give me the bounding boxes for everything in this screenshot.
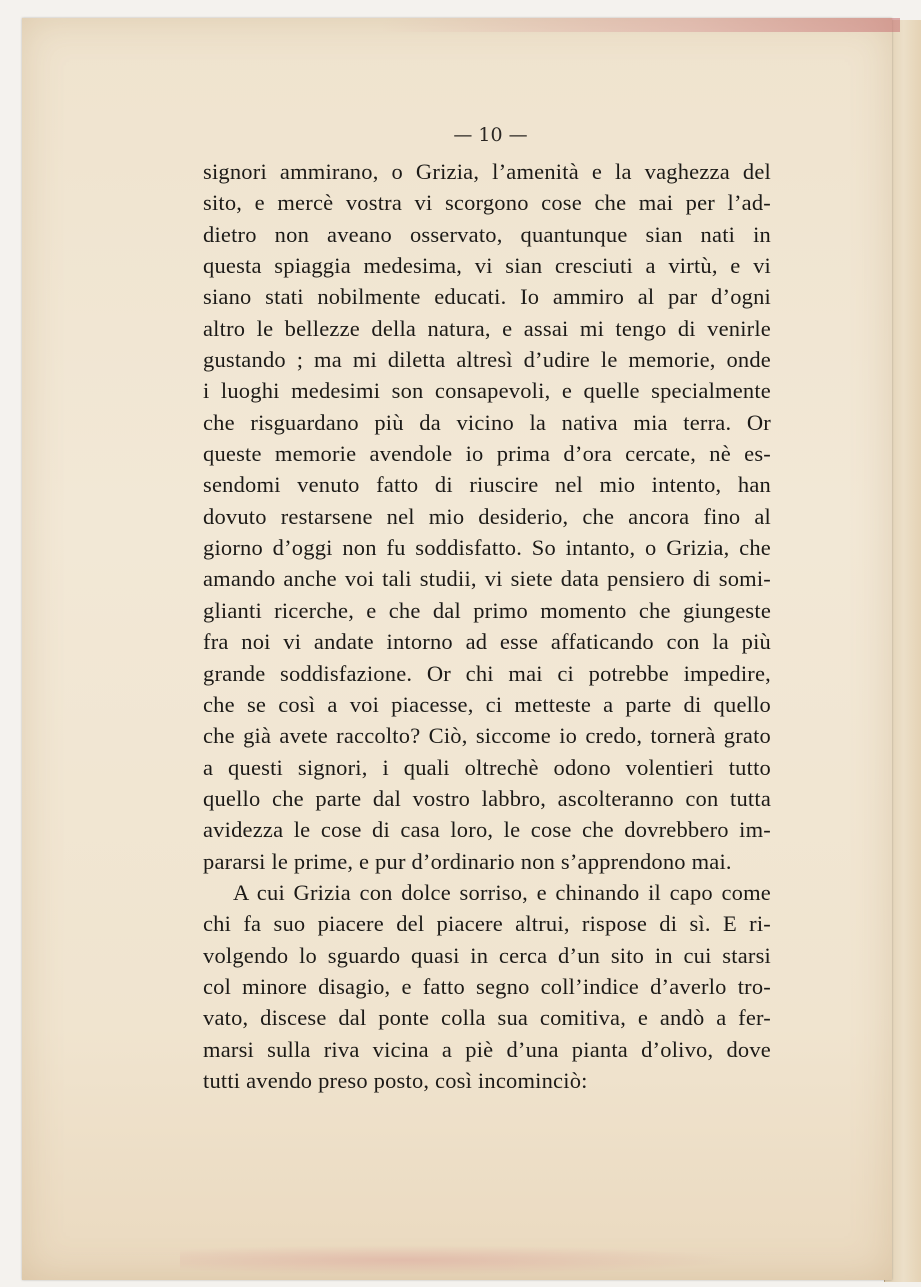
text-line: avidezza le cose di casa loro, le cose che dovrebbero im- — [203, 817, 771, 843]
text-line: giorno d’oggi non fu soddisfatto. So intanto, o Grizia, che — [203, 535, 771, 561]
text-line: grande soddisfazione. Or chi mai ci potrebbe impedire, — [203, 660, 771, 686]
text-line: volgendo lo sguardo quasi in cerca d’un sito in cui starsi — [203, 942, 771, 968]
text-line: che risguardano più da vicino la nativa mia terra. Or — [203, 409, 771, 435]
text-line: a questi signori, i quali oltrechè odono volentieri tutto — [203, 754, 771, 780]
text-line: queste memorie avendole io prima d’ora cercate, nè es- — [203, 441, 771, 467]
text-line: signori ammirano, o Grizia, l’amenità e la vaghezza del — [203, 159, 771, 184]
text-line: amando anche voi tali studii, vi siete data pensiero di somi- — [203, 566, 771, 592]
text-line: marsi sulla riva vicina a piè d’una pianta d’olivo, dove — [203, 1036, 771, 1062]
text-line: quello che parte dal vostro labbro, ascolteranno con tutta — [203, 785, 771, 811]
text-line: glianti ricerche, e che dal primo momento che giungeste — [203, 597, 771, 623]
text-line: pararsi le prime, e pur d’ordinario non s’apprendono mai. — [203, 848, 732, 874]
text-line: dovuto restarsene nel mio desiderio, che ancora fino al — [203, 503, 771, 529]
text-line: gustando ; ma mi diletta altresì d’udire le memorie, onde — [203, 347, 771, 373]
text-line: sito, e mercè vostra vi scorgono cose che mai per l’ad- — [203, 190, 771, 216]
page-number: — 10 — — [453, 124, 528, 146]
text-line: sendomi venuto fatto di riuscire nel mio intento, han — [203, 472, 771, 498]
text-line: altro le bellezze della natura, e assai mi tengo di venirle — [203, 315, 771, 341]
text-line: i luoghi medesimi son consapevoli, e quelle specialmente — [203, 378, 771, 404]
text-line: chi fa suo piacere del piacere altrui, rispose di sì. E ri- — [203, 911, 771, 937]
text-line: siano stati nobilmente educati. Io ammiro al par d’ogni — [203, 284, 771, 310]
text-line: che se così a voi piacesse, ci metteste a parte di quello — [203, 691, 771, 717]
body-text — [203, 156, 771, 1096]
top-edge-stain — [380, 18, 900, 32]
text-line: fra noi vi andate intorno ad esse affaticando con la più — [203, 629, 771, 655]
text-line: questa spiaggia medesima, vi sian cresciuti a virtù, e vi — [203, 253, 771, 279]
text-line: dietro non aveano osservato, quantunque sian nati in — [203, 221, 771, 247]
text-line: col minore disagio, e fatto segno coll’indice d’averlo tro- — [203, 973, 771, 999]
paragraph-start-line: A cui Grizia con dolce sorriso, e chinando il capo come — [233, 879, 771, 905]
text-line: tutti avendo preso posto, così incominciò: — [203, 1067, 588, 1093]
text-line: che già avete raccolto? Ciò, siccome io credo, tornerà grato — [203, 723, 771, 749]
bottom-edge-stain — [180, 1245, 740, 1275]
text-line: vato, discese dal ponte colla sua comitiva, e andò a fer- — [203, 1005, 771, 1031]
